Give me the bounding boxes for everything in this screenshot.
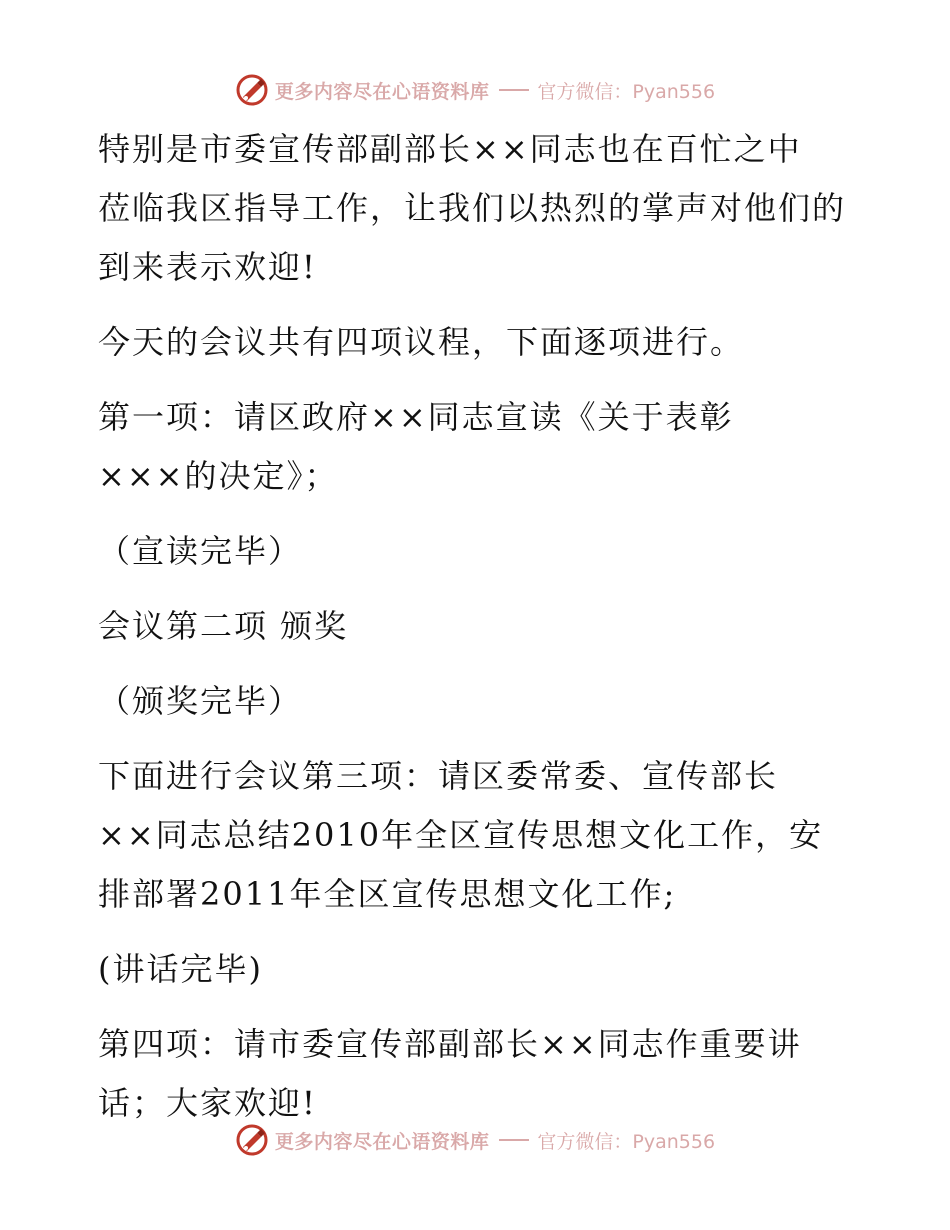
text-line: (讲话完毕) bbox=[98, 950, 263, 988]
paragraph-5 bbox=[98, 597, 858, 656]
text-line: 下面进行会议第三项：请区委常委、宣传部长 bbox=[98, 757, 779, 795]
paragraph-gap bbox=[98, 581, 858, 597]
paragraph-9 bbox=[98, 1015, 858, 1133]
text-line: 排部署2011年全区宣传思想文化工作; bbox=[98, 875, 677, 913]
paragraph-4 bbox=[98, 522, 858, 581]
paragraph-gap bbox=[98, 656, 858, 672]
banner-content bbox=[235, 73, 715, 107]
pen-logo-icon bbox=[235, 73, 269, 107]
paragraph-7 bbox=[98, 747, 858, 924]
text-line: 今天的会议共有四项议程，下面逐项进行。 bbox=[98, 323, 745, 361]
paragraph-gap bbox=[98, 924, 858, 940]
text-line: 第一项：请区政府××同志宣读《关于表彰 bbox=[98, 398, 734, 436]
paragraph-1 bbox=[98, 120, 858, 297]
text-line: ××同志总结2010年全区宣传思想文化工作，安 bbox=[98, 816, 824, 854]
text-line: （宣读完毕） bbox=[98, 532, 303, 570]
text-line: 莅临我区指导工作，让我们以热烈的掌声对他们的 bbox=[98, 189, 847, 227]
text-line: 会议第二项 颁奖 bbox=[98, 607, 349, 645]
paragraph-gap bbox=[98, 731, 858, 747]
paragraph-gap bbox=[98, 999, 858, 1015]
text-line: 第四项：请市委宣传部副部长××同志作重要讲 bbox=[98, 1025, 802, 1063]
banner-content bbox=[235, 1123, 715, 1157]
paragraph-gap bbox=[98, 372, 858, 388]
banner-main-text: 更多内容尽在心语资料库 bbox=[274, 80, 490, 103]
text-line: 话；大家欢迎! bbox=[98, 1084, 317, 1122]
text-line: ×××的决定》； bbox=[98, 457, 339, 495]
paragraph-8 bbox=[98, 940, 858, 999]
banner-wechat-text: 官方微信：Pyan556 bbox=[537, 1130, 716, 1153]
banner-dash bbox=[499, 89, 529, 91]
document-body bbox=[98, 120, 858, 1133]
paragraph-6 bbox=[98, 672, 858, 731]
paragraph-gap bbox=[98, 297, 858, 313]
banner-wechat-text: 官方微信：Pyan556 bbox=[537, 80, 716, 103]
pen-logo-icon bbox=[235, 1123, 269, 1157]
text-line: 特别是市委宣传部副部长××同志也在百忙之中 bbox=[98, 130, 802, 168]
text-line: 到来表示欢迎! bbox=[98, 248, 317, 286]
text-line: （颁奖完毕） bbox=[98, 682, 303, 720]
banner-dash bbox=[499, 1139, 529, 1141]
paragraph-2 bbox=[98, 313, 858, 372]
paragraph-gap bbox=[98, 506, 858, 522]
header-banner bbox=[0, 70, 950, 110]
paragraph-3 bbox=[98, 388, 858, 506]
banner-main-text: 更多内容尽在心语资料库 bbox=[274, 1130, 490, 1153]
footer-banner bbox=[0, 1120, 950, 1160]
